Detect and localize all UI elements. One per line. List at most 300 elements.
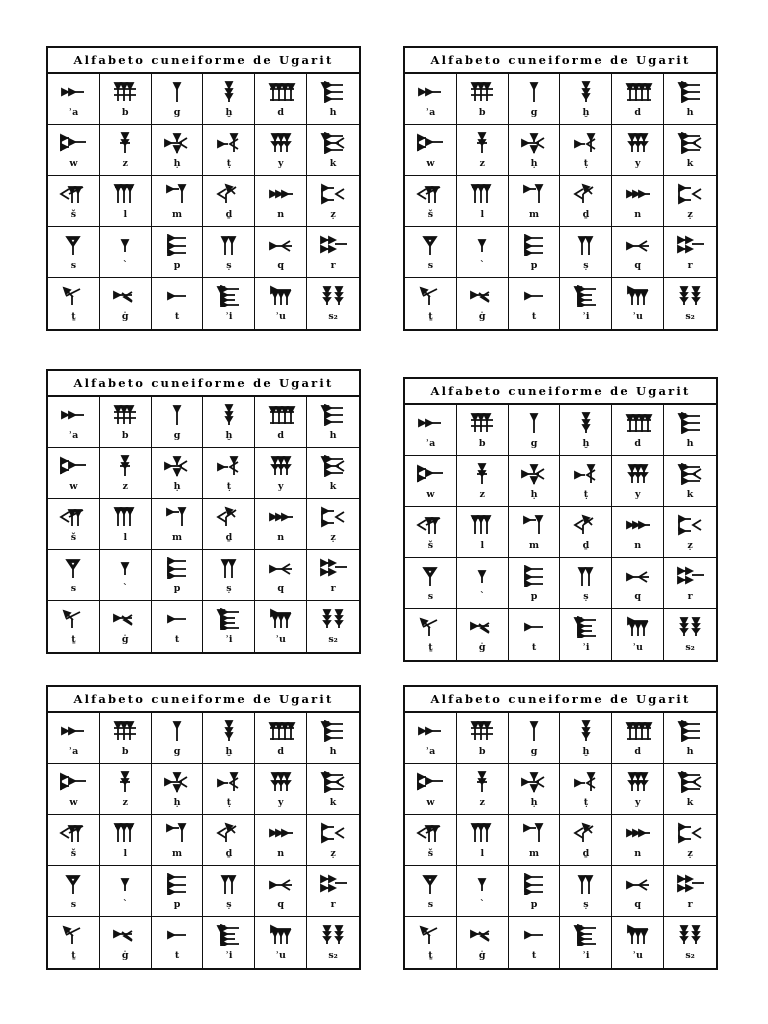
wedge-p-icon	[162, 873, 192, 895]
letter-label: ẓ	[687, 208, 693, 220]
letter-label: ġ	[478, 642, 486, 653]
letter-label: h	[329, 106, 337, 118]
wedge-i-icon	[214, 608, 244, 630]
wedge-th-icon	[415, 285, 445, 307]
letter-label: m	[529, 847, 540, 859]
letter-label: ʾi	[225, 311, 233, 322]
wedge-i-icon	[214, 285, 244, 307]
letter-cell	[457, 558, 509, 609]
letter-label: w	[426, 488, 435, 500]
wedge-th-icon	[58, 285, 88, 307]
wedge-t-icon	[519, 924, 549, 946]
letter-cell	[255, 125, 307, 176]
letter-label: ṯ	[428, 642, 433, 653]
letter-cell	[307, 397, 359, 448]
wedge-gh-icon	[467, 924, 497, 946]
letter-cell	[612, 278, 664, 329]
letter-cell	[203, 764, 255, 815]
wedge-sh-icon	[58, 506, 88, 528]
letter-label: ṣ	[226, 259, 232, 271]
letter-label: ḥ	[173, 796, 181, 808]
letter-label: w	[426, 796, 435, 808]
letter-label: p	[530, 259, 538, 271]
letter-label: ḥ	[530, 488, 538, 500]
letter-label: d	[277, 745, 285, 757]
wedge-p-icon	[162, 234, 192, 256]
letter-cell	[203, 227, 255, 278]
wedge-k-icon	[318, 132, 348, 154]
letter-cell	[560, 227, 612, 278]
wedge-m-icon	[162, 822, 192, 844]
letter-cell	[664, 558, 716, 609]
letter-cell	[509, 456, 561, 507]
letter-cell	[560, 507, 612, 558]
wedge-t-icon	[519, 616, 549, 638]
letter-label: ṭ	[226, 480, 232, 492]
wedge-z-dot-icon	[675, 183, 705, 205]
wedge-m-icon	[519, 514, 549, 536]
wedge-th-icon	[415, 924, 445, 946]
wedge-r-icon	[318, 234, 348, 256]
letter-label: ʾu	[275, 311, 286, 322]
letter-cell	[255, 227, 307, 278]
letter-cell	[405, 125, 457, 176]
wedge-w-icon	[58, 455, 88, 477]
letter-cell	[203, 74, 255, 125]
wedge-i-icon	[571, 285, 601, 307]
wedge-dh-icon	[571, 183, 601, 205]
letter-cell	[255, 601, 307, 652]
wedge-t-icon	[519, 285, 549, 307]
letter-cell	[100, 278, 152, 329]
wedge-z-icon	[467, 463, 497, 485]
letter-label: ʾi	[225, 950, 233, 961]
letter-cell	[509, 866, 561, 917]
wedge-w-icon	[58, 771, 88, 793]
letter-cell	[560, 176, 612, 227]
letter-cell	[48, 125, 100, 176]
letter-label: l	[480, 208, 485, 220]
letter-label: q	[634, 898, 642, 910]
letter-cell	[664, 507, 716, 558]
wedge-l-icon	[467, 183, 497, 205]
letter-cell	[100, 227, 152, 278]
wedge-s-dot-icon	[571, 873, 601, 895]
wedge-h-icon	[318, 81, 348, 103]
wedge-l-icon	[467, 514, 497, 536]
letter-label: q	[634, 590, 642, 602]
wedge-p-icon	[519, 565, 549, 587]
wedge-b-icon	[467, 720, 497, 742]
letter-label: ˋ	[122, 259, 128, 271]
letter-label: r	[687, 259, 693, 271]
wedge-w-icon	[415, 771, 445, 793]
letter-cell	[100, 713, 152, 764]
letter-cell	[203, 397, 255, 448]
wedge-m-icon	[519, 822, 549, 844]
wedge-l-icon	[110, 822, 140, 844]
letter-label: ʾu	[275, 634, 286, 645]
letter-cell	[255, 74, 307, 125]
letter-label: ḫ	[582, 106, 590, 118]
letter-cell	[405, 815, 457, 866]
letter-cell	[307, 448, 359, 499]
wedge-h-under-icon	[571, 720, 601, 742]
wedge-h-under-icon	[214, 720, 244, 742]
letter-label: ˋ	[122, 898, 128, 910]
letter-cell	[457, 227, 509, 278]
letter-cell	[203, 499, 255, 550]
wedge-r-icon	[318, 873, 348, 895]
wedge-g-icon	[162, 404, 192, 426]
letter-cell	[255, 278, 307, 329]
wedge-h-dot-icon	[519, 771, 549, 793]
letter-label: s₂	[685, 311, 695, 322]
wedge-ayin-icon	[467, 234, 497, 256]
letter-cell	[457, 815, 509, 866]
letter-cell	[664, 227, 716, 278]
letter-cell	[48, 397, 100, 448]
wedge-h-under-icon	[214, 81, 244, 103]
letter-label: ẓ	[687, 539, 693, 551]
letter-cell	[152, 601, 204, 652]
letter-cell	[307, 227, 359, 278]
wedge-m-icon	[162, 506, 192, 528]
letter-label: l	[123, 208, 128, 220]
letter-cell	[48, 917, 100, 968]
wedge-q-icon	[266, 557, 296, 579]
letter-grid	[405, 713, 716, 968]
wedge-t-dot-icon	[571, 463, 601, 485]
letter-label: ẓ	[330, 847, 336, 859]
letter-label: š	[427, 208, 434, 220]
wedge-h-under-icon	[214, 404, 244, 426]
letter-label: s	[427, 259, 434, 271]
letter-cell	[307, 550, 359, 601]
letter-cell	[203, 176, 255, 227]
letter-label: t	[174, 634, 180, 645]
wedge-k-icon	[318, 771, 348, 793]
letter-cell	[405, 866, 457, 917]
letter-label: q	[277, 898, 285, 910]
letter-cell	[307, 764, 359, 815]
letter-label: m	[529, 539, 540, 551]
wedge-l-icon	[110, 506, 140, 528]
letter-label: ʾa	[425, 437, 436, 449]
letter-label: g	[173, 106, 181, 118]
letter-label: ḏ	[225, 208, 233, 220]
wedge-ayin-icon	[110, 234, 140, 256]
letter-cell	[612, 917, 664, 968]
wedge-y-icon	[623, 463, 653, 485]
letter-cell	[612, 713, 664, 764]
wedge-t-dot-icon	[214, 132, 244, 154]
wedge-a-icon	[415, 720, 445, 742]
letter-label: k	[686, 796, 694, 808]
letter-label: z	[479, 157, 485, 169]
letter-cell	[509, 609, 561, 660]
wedge-s-dot-icon	[214, 873, 244, 895]
wedge-z-icon	[110, 455, 140, 477]
letter-grid	[48, 397, 359, 652]
wedge-u-icon	[266, 608, 296, 630]
wedge-u-icon	[266, 924, 296, 946]
letter-label: k	[329, 480, 337, 492]
letter-label: r	[330, 259, 336, 271]
letter-label: y	[634, 157, 641, 169]
wedge-dh-icon	[214, 506, 244, 528]
letter-cell	[560, 713, 612, 764]
letter-label: k	[686, 157, 694, 169]
wedge-h-icon	[318, 720, 348, 742]
letter-cell	[612, 74, 664, 125]
letter-label: s	[70, 582, 77, 594]
letter-label: w	[69, 157, 78, 169]
wedge-a-icon	[58, 720, 88, 742]
letter-label: p	[530, 898, 538, 910]
letter-cell	[612, 866, 664, 917]
wedge-u-icon	[623, 285, 653, 307]
wedge-n-icon	[266, 183, 296, 205]
wedge-i-icon	[571, 924, 601, 946]
wedge-s-icon	[58, 873, 88, 895]
wedge-g-icon	[519, 81, 549, 103]
wedge-p-icon	[519, 873, 549, 895]
wedge-z-dot-icon	[318, 822, 348, 844]
letter-cell	[100, 866, 152, 917]
wedge-p-icon	[519, 234, 549, 256]
letter-label: p	[530, 590, 538, 602]
letter-label: b	[121, 745, 129, 757]
alphabet-card	[46, 685, 361, 970]
wedge-d-icon	[623, 412, 653, 434]
letter-cell	[664, 74, 716, 125]
alphabet-card	[403, 46, 718, 331]
wedge-gh-icon	[467, 616, 497, 638]
wedge-z-dot-icon	[675, 514, 705, 536]
letter-label: ʾu	[632, 950, 643, 961]
wedge-t-icon	[162, 285, 192, 307]
wedge-u-icon	[266, 285, 296, 307]
card-title: Alfabeto cuneiforme de Ugarit	[48, 48, 359, 74]
letter-cell	[664, 405, 716, 456]
letter-label: t	[174, 950, 180, 961]
letter-label: ġ	[478, 950, 486, 961]
letter-label: h	[686, 437, 694, 449]
letter-label: s	[427, 898, 434, 910]
letter-label: s	[427, 590, 434, 602]
letter-cell	[100, 550, 152, 601]
letter-cell	[203, 815, 255, 866]
letter-cell	[48, 176, 100, 227]
letter-cell	[203, 601, 255, 652]
letter-label: h	[686, 745, 694, 757]
letter-label: s₂	[328, 634, 338, 645]
wedge-t-dot-icon	[214, 771, 244, 793]
wedge-h-dot-icon	[162, 132, 192, 154]
wedge-d-icon	[266, 81, 296, 103]
wedge-sh-icon	[415, 514, 445, 536]
letter-label: ḏ	[225, 847, 233, 859]
wedge-g-icon	[162, 720, 192, 742]
letter-label: d	[634, 437, 642, 449]
letter-label: ḫ	[225, 429, 233, 441]
letter-cell	[255, 917, 307, 968]
letter-label: ṣ	[226, 582, 232, 594]
letter-cell	[612, 609, 664, 660]
wedge-dh-icon	[214, 822, 244, 844]
wedge-g-icon	[519, 720, 549, 742]
wedge-h-dot-icon	[162, 455, 192, 477]
letter-cell	[405, 74, 457, 125]
letter-label: ṯ	[71, 634, 76, 645]
wedge-th-icon	[58, 924, 88, 946]
letter-label: b	[121, 429, 129, 441]
letter-label: ṭ	[583, 796, 589, 808]
letter-label: ḏ	[225, 531, 233, 543]
wedge-t-dot-icon	[214, 455, 244, 477]
wedge-a-icon	[58, 81, 88, 103]
letter-cell	[457, 713, 509, 764]
letter-label: m	[172, 531, 183, 543]
letter-cell	[612, 764, 664, 815]
letter-label: d	[634, 106, 642, 118]
wedge-l-icon	[467, 822, 497, 844]
letter-label: ẓ	[687, 847, 693, 859]
letter-cell	[509, 176, 561, 227]
wedge-s-icon	[415, 873, 445, 895]
letter-label: w	[69, 796, 78, 808]
letter-cell	[405, 609, 457, 660]
letter-label: ṯ	[71, 950, 76, 961]
letter-cell	[457, 866, 509, 917]
wedge-h-under-icon	[571, 81, 601, 103]
wedge-d-icon	[266, 720, 296, 742]
wedge-s-dot-icon	[214, 557, 244, 579]
wedge-s2-icon	[675, 285, 705, 307]
letter-cell	[560, 456, 612, 507]
wedge-s2-icon	[318, 924, 348, 946]
letter-label: ḏ	[582, 847, 590, 859]
letter-label: q	[634, 259, 642, 271]
wedge-i-icon	[571, 616, 601, 638]
wedge-dh-icon	[571, 822, 601, 844]
wedge-g-icon	[519, 412, 549, 434]
letter-label: m	[172, 208, 183, 220]
letter-label: k	[686, 488, 694, 500]
wedge-th-icon	[58, 608, 88, 630]
letter-cell	[664, 917, 716, 968]
letter-cell	[307, 176, 359, 227]
alphabet-card	[403, 685, 718, 970]
letter-cell	[48, 550, 100, 601]
letter-label: n	[277, 531, 285, 543]
wedge-z-icon	[467, 132, 497, 154]
letter-cell	[405, 558, 457, 609]
wedge-m-icon	[519, 183, 549, 205]
wedge-ayin-icon	[467, 873, 497, 895]
letter-cell	[255, 815, 307, 866]
letter-cell	[152, 713, 204, 764]
letter-cell	[405, 917, 457, 968]
wedge-b-icon	[467, 81, 497, 103]
wedge-q-icon	[266, 873, 296, 895]
letter-label: ġ	[121, 311, 129, 322]
letter-label: q	[277, 259, 285, 271]
wedge-h-icon	[675, 720, 705, 742]
wedge-z-dot-icon	[318, 183, 348, 205]
letter-label: ḫ	[225, 745, 233, 757]
wedge-k-icon	[675, 463, 705, 485]
letter-label: ṣ	[583, 259, 589, 271]
letter-label: s	[70, 259, 77, 271]
letter-label: s₂	[328, 950, 338, 961]
wedge-a-icon	[58, 404, 88, 426]
letter-label: ʾu	[632, 642, 643, 653]
letter-label: w	[426, 157, 435, 169]
letter-cell	[152, 499, 204, 550]
letter-cell	[100, 601, 152, 652]
wedge-u-icon	[623, 924, 653, 946]
wedge-t-icon	[162, 924, 192, 946]
letter-cell	[457, 405, 509, 456]
wedge-k-icon	[675, 771, 705, 793]
letter-cell	[307, 278, 359, 329]
letter-grid	[405, 74, 716, 329]
wedge-gh-icon	[110, 285, 140, 307]
letter-label: r	[330, 582, 336, 594]
letter-label: h	[686, 106, 694, 118]
letter-cell	[405, 456, 457, 507]
letter-label: y	[277, 480, 284, 492]
wedge-dh-icon	[571, 514, 601, 536]
letter-cell	[664, 713, 716, 764]
letter-label: ʾu	[275, 950, 286, 961]
letter-label: ṭ	[583, 157, 589, 169]
letter-label: d	[277, 429, 285, 441]
letter-label: š	[70, 847, 77, 859]
letter-label: ḥ	[173, 480, 181, 492]
card-title: Alfabeto cuneiforme de Ugarit	[48, 371, 359, 397]
letter-label: š	[427, 539, 434, 551]
letter-cell	[152, 74, 204, 125]
card-title: Alfabeto cuneiforme de Ugarit	[405, 379, 716, 405]
letter-cell	[48, 448, 100, 499]
letter-label: ẓ	[330, 531, 336, 543]
wedge-y-icon	[623, 771, 653, 793]
letter-label: n	[634, 539, 642, 551]
letter-cell	[560, 278, 612, 329]
letter-cell	[509, 815, 561, 866]
letter-grid	[48, 74, 359, 329]
letter-cell	[152, 866, 204, 917]
letter-cell	[457, 507, 509, 558]
letter-grid	[48, 713, 359, 968]
letter-label: r	[330, 898, 336, 910]
letter-cell	[255, 713, 307, 764]
wedge-p-icon	[162, 557, 192, 579]
letter-cell	[560, 764, 612, 815]
wedge-q-icon	[266, 234, 296, 256]
wedge-s-icon	[415, 234, 445, 256]
letter-cell	[255, 866, 307, 917]
letter-cell	[560, 74, 612, 125]
wedge-r-icon	[675, 565, 705, 587]
letter-cell	[405, 278, 457, 329]
letter-cell	[100, 764, 152, 815]
letter-cell	[100, 917, 152, 968]
letter-cell	[509, 917, 561, 968]
